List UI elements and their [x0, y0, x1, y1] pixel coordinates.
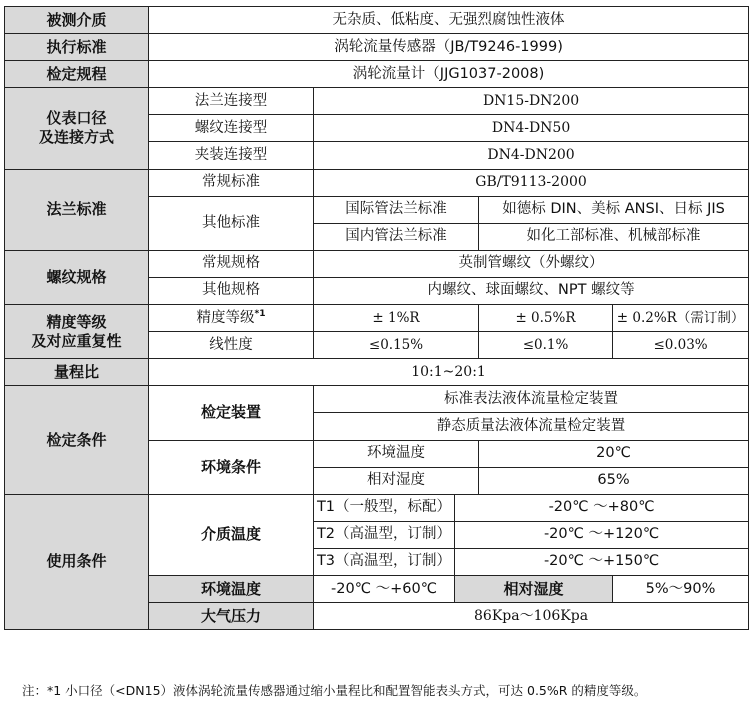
- row-thread-regular: [5, 250, 749, 277]
- footnote-mark: *1: [254, 308, 266, 319]
- pressure-label: 大气压力: [149, 603, 314, 630]
- temp-grade: T2（高温型，订制）: [314, 521, 455, 548]
- thread-regular-type: 常规规格: [149, 250, 314, 277]
- verif-device-label: 检定装置: [149, 386, 314, 440]
- pressure-value: 86Kpa～106Kpa: [314, 603, 749, 630]
- verif-device-value: 静态质量法液体流量检定装置: [314, 413, 749, 440]
- medium-value: 无杂质、低粘度、无强烈腐蚀性液体: [149, 7, 749, 34]
- ambient-temp-value: -20℃ ～+60℃: [314, 575, 455, 602]
- linearity-label: 线性度: [149, 332, 314, 359]
- accuracy-grade-value: ± 0.5%R: [479, 305, 613, 332]
- env-temp-name: 环境温度: [314, 440, 479, 467]
- caliber-value: DN4-DN50: [314, 115, 749, 142]
- humidity-label: 相对湿度: [455, 575, 613, 602]
- turndown-value: 10:1~20:1: [149, 359, 749, 386]
- flange-domestic-name: 国内管法兰标准: [314, 223, 479, 250]
- flange-other-type: 其他标准: [149, 196, 314, 250]
- accuracy-label-line2: 及对应重复性: [31, 331, 122, 350]
- env-humidity-value: 65%: [479, 467, 749, 494]
- thread-label: 螺纹规格: [5, 250, 149, 304]
- flange-intl-value: 如德标 DIN、美标 ANSI、日标 JIS: [479, 196, 749, 223]
- thread-other-type: 其他规格: [149, 277, 314, 304]
- spec-table: [4, 6, 749, 630]
- verif-reg-label: 检定规程: [5, 61, 149, 88]
- linearity-value: ≤0.15%: [314, 332, 479, 359]
- footnote: 注：*1 小口径（<DN15）液体涡轮流量传感器通过缩小量程比和配置智能表头方式，可达 0.5%R 的精度等级。: [22, 683, 647, 698]
- caliber-type: 螺纹连接型: [149, 115, 314, 142]
- humidity-value: 5%～90%: [613, 575, 749, 602]
- temp-range: -20℃ ～+120℃: [455, 521, 749, 548]
- env-humidity-name: 相对湿度: [314, 467, 479, 494]
- row-use-t1: [5, 494, 749, 521]
- caliber-label-line1: 仪表口径: [46, 109, 107, 128]
- accuracy-grade-value: ± 0.2%R（需订制）: [613, 305, 749, 332]
- row-caliber-1: [5, 88, 749, 115]
- thread-other-value: 内螺纹、球面螺纹、NPT 螺纹等: [314, 277, 749, 304]
- env-cond-label: 环境条件: [149, 440, 314, 494]
- caliber-value: DN15-DN200: [314, 88, 749, 115]
- temp-range: -20℃ ～+80℃: [455, 494, 749, 521]
- caliber-type: 法兰连接型: [149, 88, 314, 115]
- row-verif-device-1: [5, 386, 749, 413]
- temp-range: -20℃ ～+150℃: [455, 548, 749, 575]
- row-turndown: [5, 359, 749, 386]
- row-verif-reg: [5, 61, 749, 88]
- medium-temp-label: 介质温度: [149, 494, 314, 575]
- flange-intl-name: 国际管法兰标准: [314, 196, 479, 223]
- row-medium: [5, 7, 749, 34]
- accuracy-grade-label: [149, 305, 314, 332]
- use-cond-label: 使用条件: [5, 494, 149, 629]
- row-exec-std: [5, 34, 749, 61]
- flange-label: 法兰标准: [5, 169, 149, 250]
- thread-regular-value: 英制管螺纹（外螺纹）: [314, 250, 749, 277]
- verif-reg-value: 涡轮流量计（JJG1037-2008): [149, 61, 749, 88]
- flange-regular-value: GB/T9113-2000: [314, 169, 749, 196]
- accuracy-grade-value: ± 1%R: [314, 305, 479, 332]
- accuracy-label-line1: 精度等级: [46, 312, 107, 331]
- ambient-temp-label: 环境温度: [149, 575, 314, 602]
- flange-domestic-value: 如化工部标准、机械部标准: [479, 223, 749, 250]
- exec-std-value: 涡轮流量传感器（JB/T9246-1999): [149, 34, 749, 61]
- temp-grade: T1（一般型，标配）: [314, 494, 455, 521]
- medium-label: 被测介质: [5, 7, 149, 34]
- row-flange-regular: [5, 169, 749, 196]
- row-accuracy-grade: [5, 305, 749, 332]
- turndown-label: 量程比: [5, 359, 149, 386]
- verif-cond-label: 检定条件: [5, 386, 149, 494]
- exec-std-label: 执行标准: [5, 34, 149, 61]
- linearity-value: ≤0.03%: [613, 332, 749, 359]
- caliber-value: DN4-DN200: [314, 142, 749, 169]
- flange-regular-type: 常规标准: [149, 169, 314, 196]
- verif-device-value: 标准表法液体流量检定装置: [314, 386, 749, 413]
- accuracy-grade-text: 精度等级: [196, 309, 255, 326]
- linearity-value: ≤0.1%: [479, 332, 613, 359]
- temp-grade: T3（高温型，订制）: [314, 548, 455, 575]
- caliber-label: [5, 88, 149, 169]
- accuracy-label: [5, 305, 149, 359]
- caliber-type: 夹装连接型: [149, 142, 314, 169]
- env-temp-value: 20℃: [479, 440, 749, 467]
- caliber-label-line2: 及连接方式: [38, 128, 114, 147]
